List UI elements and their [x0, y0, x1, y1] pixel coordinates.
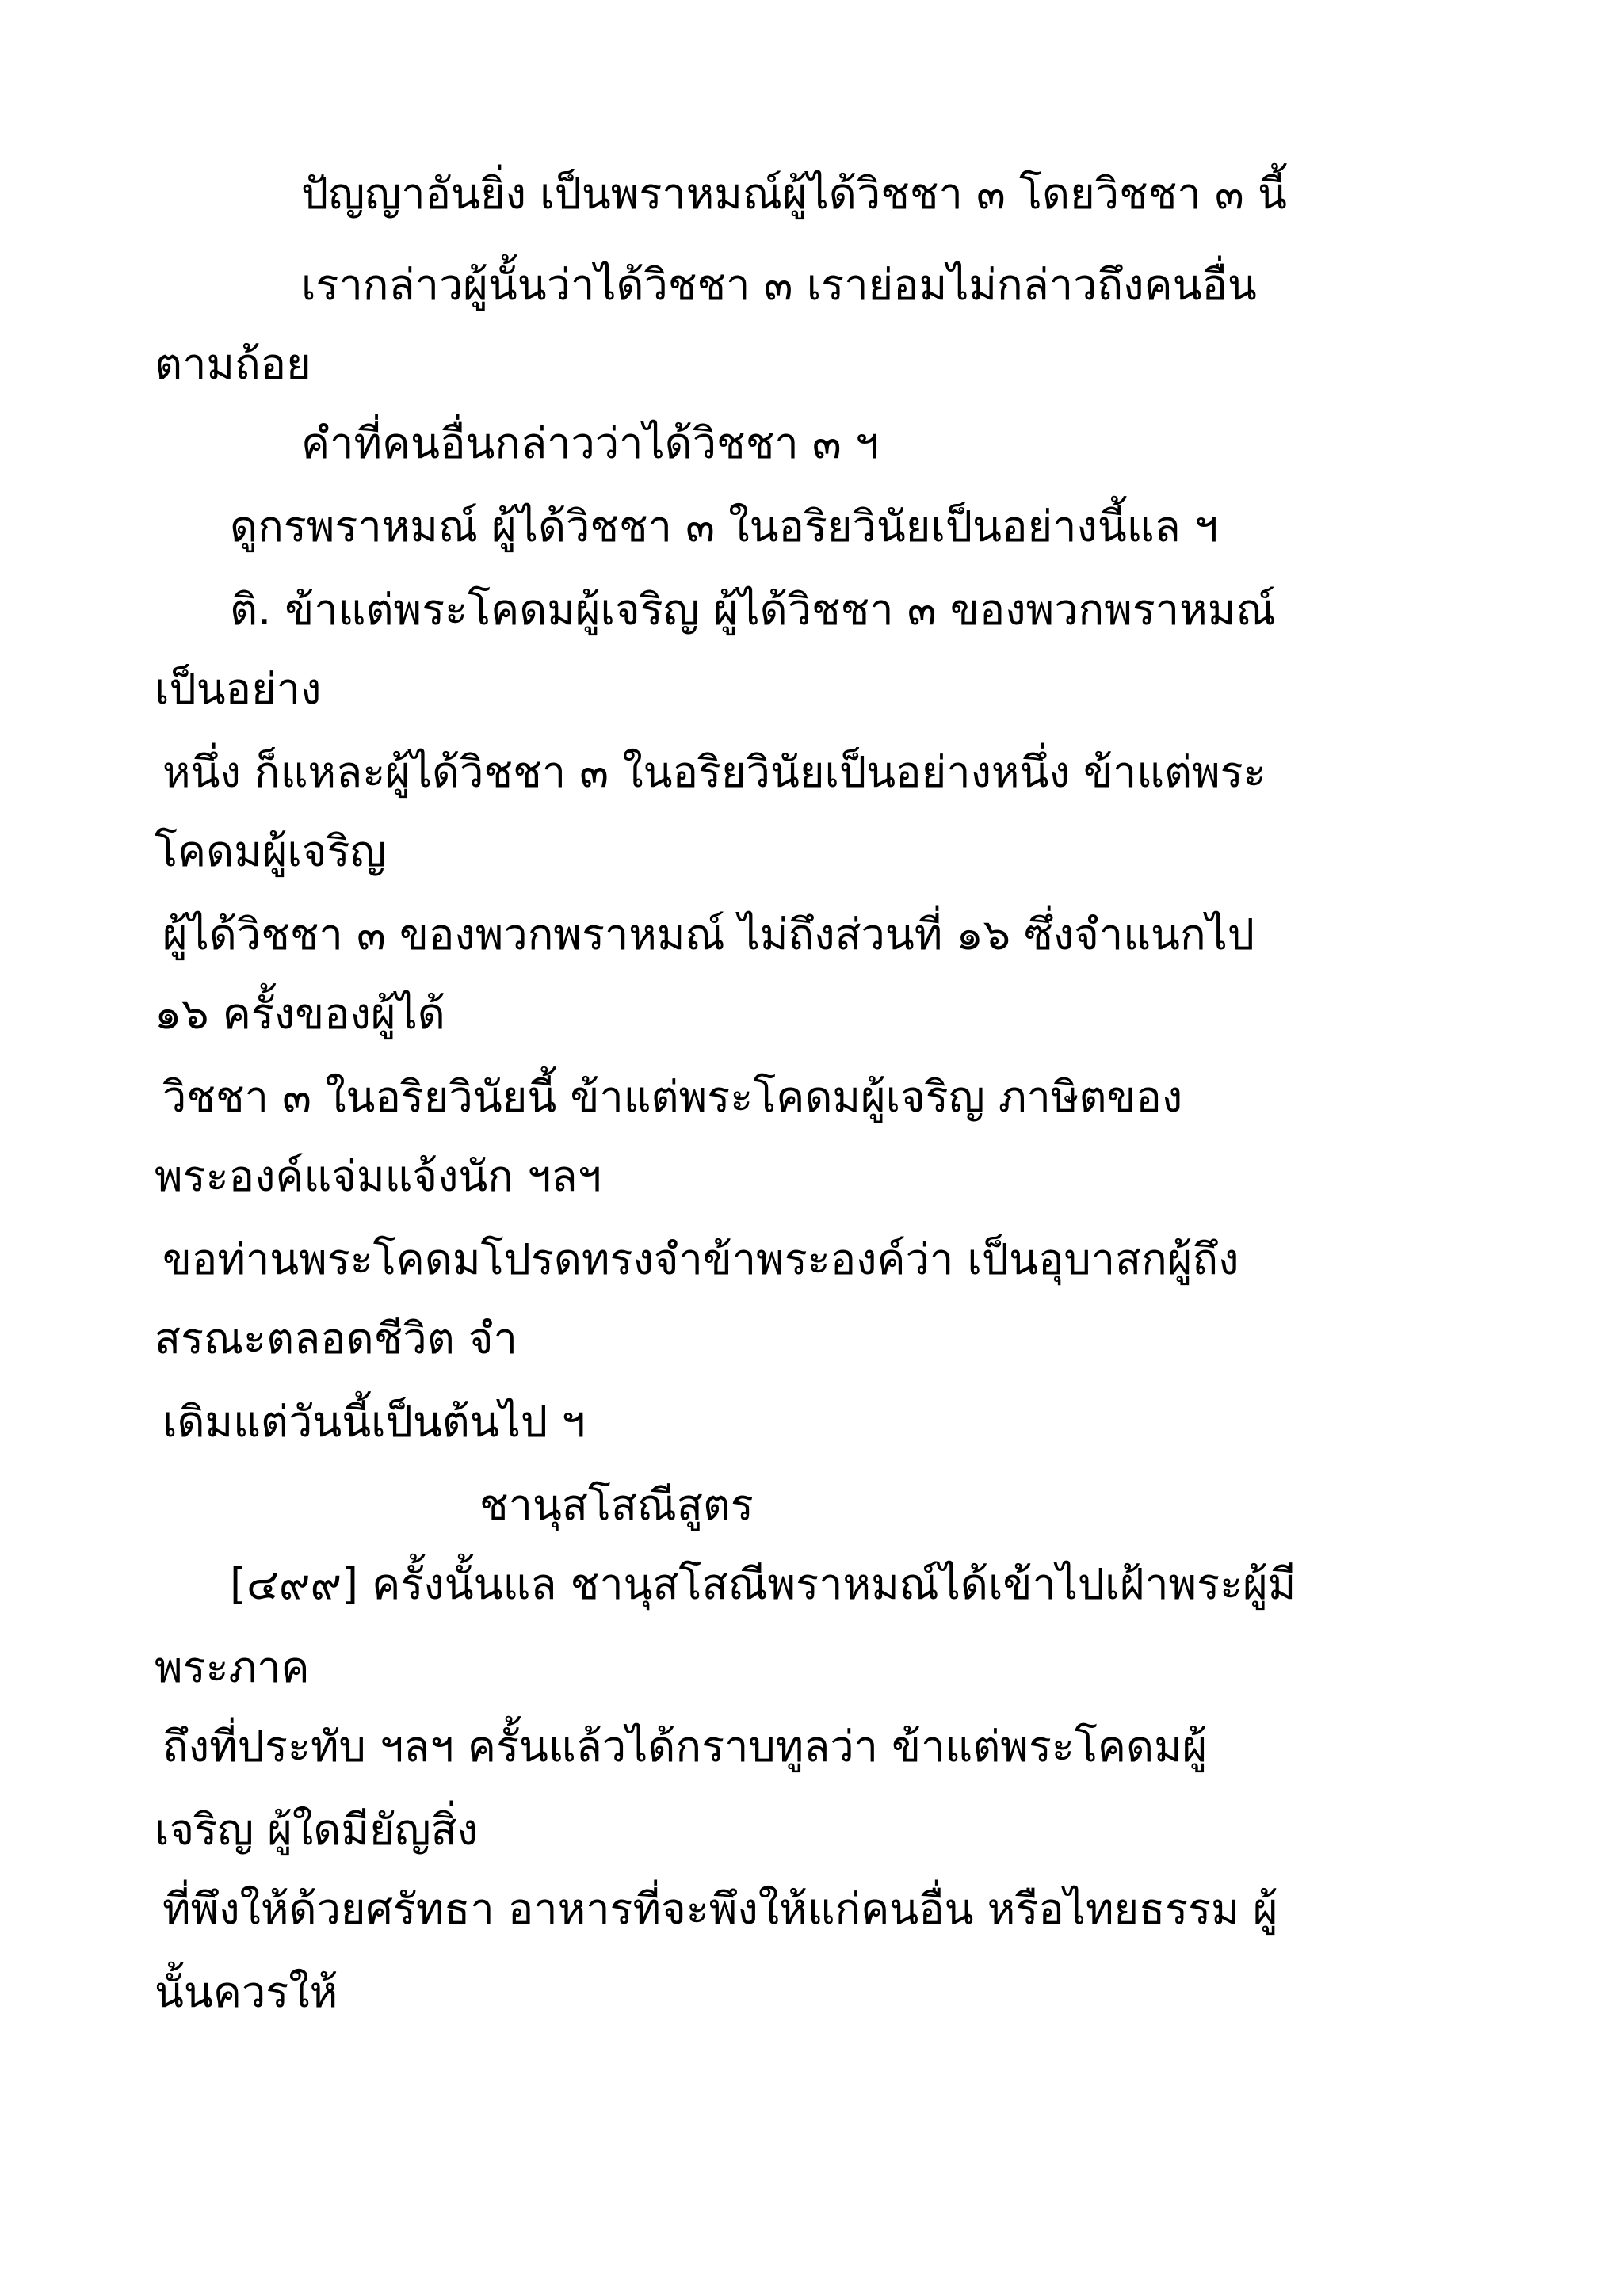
text-line: ที่พึงให้ด้วยศรัทธา อาหารที่จะพึงให้แก่คนอื่น หรือไทยธรรม ผู้ [162, 1884, 1278, 1934]
text-line: สรณะตลอดชีวิต จำ [155, 1314, 517, 1363]
text-line: พระภาค [155, 1642, 310, 1692]
section-title: ชานุสโสณีสูตร [479, 1480, 754, 1530]
text-line: ขอท่านพระโคดมโปรดทรงจำข้าพระองค์ว่า เป็นอุบาสกผู้ถึง [162, 1234, 1239, 1284]
text-line: ๑๖ ครั้งของผู้ได้ [155, 989, 445, 1039]
text-line: นั้นควรให้ [155, 1967, 338, 2017]
text-line: ผู้ได้วิชชา ๓ ของพวกพราหมณ์ ไม่ถึงส่วนที่ ๑๖ ซึ่งจำแนกไป [162, 910, 1255, 959]
text-line: ดูกรพราหมณ์ ผู้ได้วิชชา ๓ ในอริยวินัยเป็นอย่างนี้แล ฯ [230, 502, 1219, 551]
text-line: เป็นอย่าง [155, 664, 322, 714]
text-line: หนึ่ง ก็แหละผู้ได้วิชชา ๓ ในอริยวินัยเป็นอย่างหนึ่ง ข้าแต่พระ [162, 747, 1266, 797]
text-line: ติ. ข้าแต่พระโคดมผู้เจริญ ผู้ได้วิชชา ๓ ของพวกพราหมณ์ [230, 585, 1276, 635]
text-line: [๔๙๙] ครั้งนั้นแล ชานุสโสณีพราหมณ์ได้เข้าไปเฝ้าพระผู้มี [230, 1559, 1296, 1609]
text-line: พระองค์แจ่มแจ้งนัก ฯลฯ [155, 1151, 601, 1201]
text-line: ถึงที่ประทับ ฯลฯ ครั้นแล้วได้กราบทูลว่า ข้าแต่พระโคดมผู้ [162, 1722, 1208, 1772]
text-line: โคดมผู้เจริญ [155, 826, 387, 876]
text-line: ตามถ้อย [155, 339, 311, 389]
text-line: เจริญ ผู้ใดมียัญสิ่ง [155, 1805, 478, 1855]
text-line: คำที่คนอื่นกล่าวว่าได้วิชชา ๓ ฯ [301, 418, 880, 468]
text-line: เดิมแต่วันนี้เป็นต้นไป ฯ [162, 1397, 586, 1447]
text-line: ปัญญาอันยิ่ง เป็นพราหมณ์ผู้ได้วิชชา ๓ โดยวิชชา ๓ นี้ [301, 169, 1287, 219]
text-line: เรากล่าวผู้นั้นว่าได้วิชชา ๓ เราย่อมไม่กล่าวถึงคนอื่น [301, 260, 1257, 310]
text-line: วิชชา ๓ ในอริยวินัยนี้ ข้าแต่พระโคดมผู้เจริญ ภาษิตของ [162, 1072, 1183, 1122]
